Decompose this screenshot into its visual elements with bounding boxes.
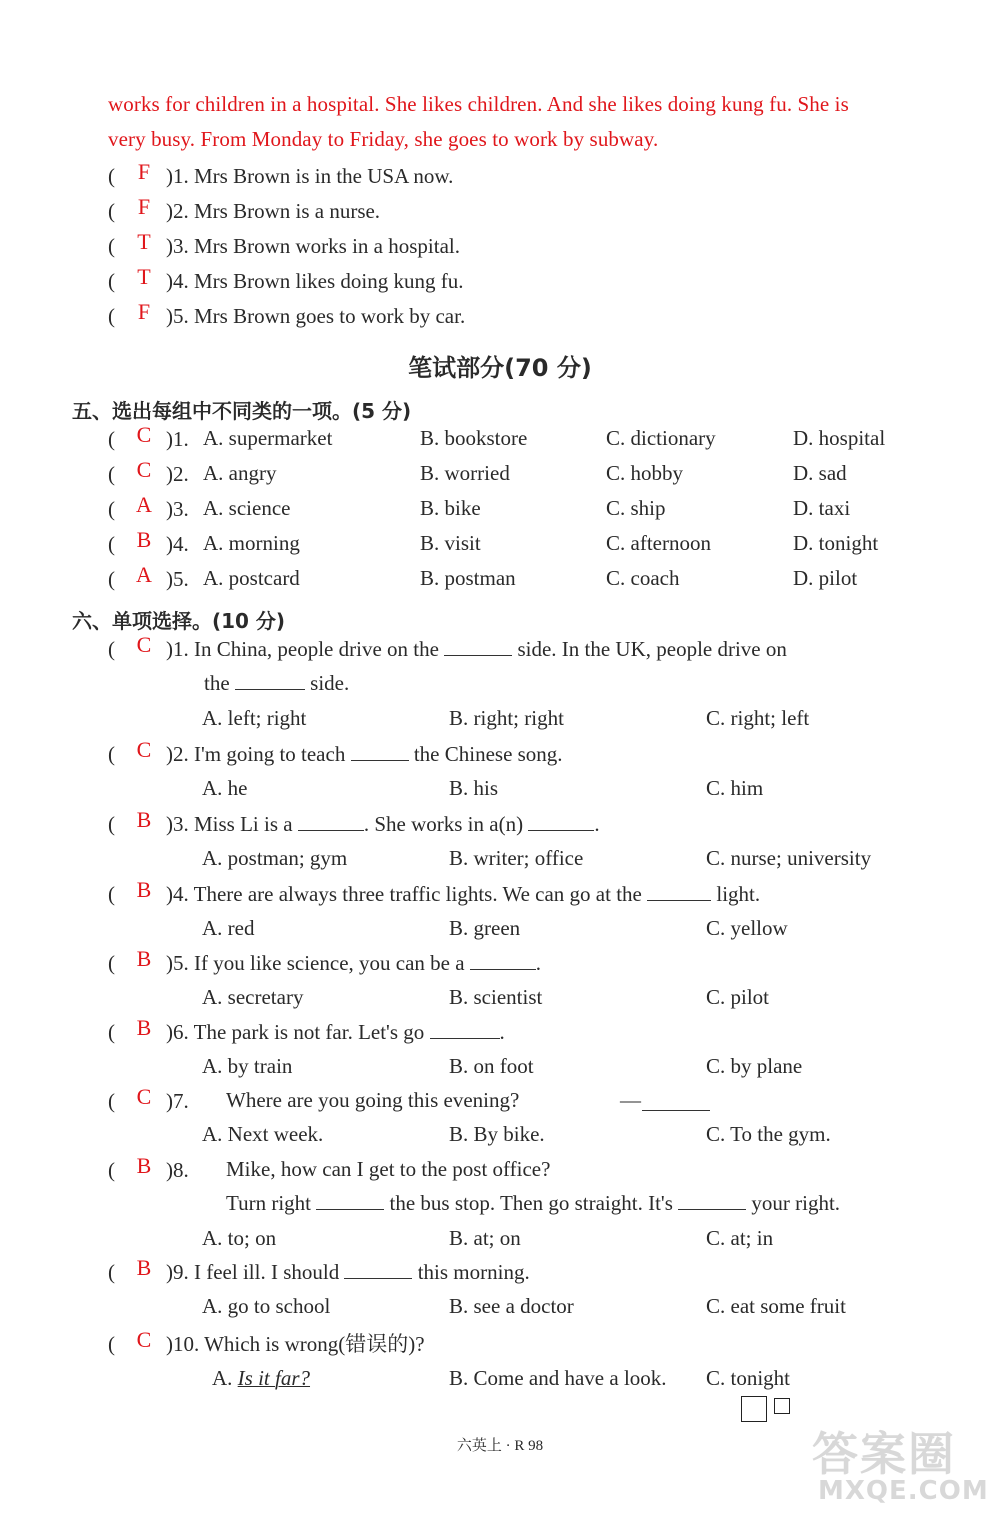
question-text: this morning.	[417, 1260, 530, 1284]
option-b: B. worried	[420, 461, 510, 485]
sec6-answer: C	[136, 737, 152, 762]
answer-blank	[444, 637, 512, 656]
sec6-q8-options	[0, 1226, 1000, 1256]
option-a: A. he	[202, 776, 248, 800]
option-b: B. scientist	[449, 985, 543, 1009]
sec6-answer: B	[136, 807, 152, 832]
question-text: the bus stop. Then go straight. It's	[389, 1191, 673, 1215]
question-text: )6. The park is not far. Let's go	[166, 1020, 425, 1044]
answer-blank	[316, 1191, 384, 1210]
sec6-answer: B	[136, 877, 152, 902]
sec5-item-2: ( C )2. A. angry B. worried C. hobby D. sad	[108, 457, 847, 486]
option-c: C. afternoon	[606, 531, 711, 555]
sec6-answer: C	[136, 632, 152, 657]
option-a: A. left; right	[202, 706, 307, 730]
watermark-logo: 答案圈	[812, 1427, 956, 1481]
sec5-item-5: ( A )5. A. postcard B. postman C. coach D. pilot	[108, 562, 858, 591]
question-text: Mike, how can I get to the post office?	[226, 1157, 551, 1181]
sec6-question-8-reply	[226, 1191, 840, 1221]
tf-item-2: ( F )2. Mrs Brown is a nurse.	[108, 194, 381, 223]
sec6-question-4: ( B )4. There are always three traffic lights. We can go at the light.	[108, 877, 761, 906]
sec6-question-5: ( B )5. If you like science, you can be a .	[108, 946, 542, 975]
tf-answer: T	[137, 229, 151, 254]
sec6-question-2: ( C )2. I'm going to teach the Chinese song.	[108, 737, 563, 766]
sec5-answer: A	[136, 562, 152, 587]
option-c: C. pilot	[706, 985, 770, 1009]
tf-item-3: ( T )3. Mrs Brown works in a hospital.	[108, 229, 460, 258]
option-a: A. morning	[203, 531, 300, 555]
sec5-item-3: ( A )3. A. science B. bike C. ship D. taxi	[108, 492, 851, 521]
option-text: Is it far?	[237, 1366, 311, 1390]
option-c: C. at; in	[706, 1226, 774, 1250]
option-text: tonight	[730, 1366, 791, 1390]
sec6-answer: C	[136, 1327, 152, 1352]
page-footer: 六英上 · R 98	[456, 1438, 544, 1454]
option-c: C. dictionary	[606, 426, 716, 450]
question-text: the	[204, 671, 230, 695]
option-label: C.	[706, 1366, 726, 1390]
sec6-question-7: ( C )7. Where are you going this evening? —	[108, 1088, 988, 1118]
sec5-num: )3.	[166, 497, 189, 521]
option-a: A. go to school	[202, 1294, 331, 1318]
option-c: C. yellow	[706, 916, 788, 940]
sec6-answer: C	[136, 1084, 152, 1109]
option-c: C. by plane	[706, 1054, 803, 1078]
option-a: A. red	[202, 916, 255, 940]
option-b: B. on foot	[449, 1054, 534, 1078]
sec6-q5-options	[0, 985, 1000, 1015]
sec5-num: )2.	[166, 462, 189, 486]
sec6-question-10: ( C )10. Which is wrong(错误的)?	[108, 1327, 425, 1356]
option-c: C. hobby	[606, 461, 684, 485]
section-6-title: 六、单项选择。(10 分)	[72, 609, 286, 633]
answer-blank	[351, 742, 409, 761]
question-text: side.	[310, 671, 350, 695]
sec5-answer: A	[136, 492, 152, 517]
dash-text: —	[620, 1088, 641, 1112]
sec5-num: )5.	[166, 567, 189, 591]
tf-text: )2. Mrs Brown is a nurse.	[166, 199, 381, 223]
sec6-q6-options	[0, 1054, 1000, 1084]
question-text: )7.	[166, 1089, 189, 1113]
sec5-item-4: ( B )4. A. morning B. visit C. afternoon D. tonight	[108, 527, 879, 556]
sec5-answer: B	[136, 527, 152, 552]
option-b: B. postman	[420, 566, 516, 590]
question-text: Where are you going this evening?	[226, 1088, 520, 1112]
question-text: light.	[716, 882, 761, 906]
option-c: C. right; left	[706, 706, 810, 730]
question-text: your right.	[751, 1191, 841, 1215]
option-b: B. visit	[420, 531, 481, 555]
question-text: )4. There are always three traffic lights. We can go at the	[166, 882, 642, 906]
answer-blank	[235, 671, 305, 690]
question-text: side. In the UK, people drive on	[517, 637, 787, 661]
option-c	[706, 1366, 790, 1391]
score-box-small	[774, 1398, 790, 1414]
option-d: D. tonight	[793, 531, 879, 555]
tf-item-4: ( T )4. Mrs Brown likes doing kung fu.	[108, 264, 464, 293]
option-b: B. writer; office	[449, 846, 584, 870]
sec6-question-3: ( B )3. Miss Li is a . She works in a(n) .	[108, 807, 600, 836]
question-text: the Chinese song.	[413, 742, 563, 766]
sec5-answer: C	[136, 457, 152, 482]
sec5-answer: C	[136, 422, 152, 447]
question-text: )5. If you like science, you can be a	[166, 951, 465, 975]
question-text: )1. In China, people drive on the	[166, 637, 439, 661]
option-c: C. ship	[606, 496, 666, 520]
written-section-heading: 笔试部分(70 分)	[408, 354, 592, 382]
option-b: B. at; on	[449, 1226, 521, 1250]
sec6-answer: B	[136, 1153, 152, 1178]
tf-answer: T	[137, 264, 151, 289]
question-text: . She works in a(n)	[363, 812, 524, 836]
question-text: )2. I'm going to teach	[166, 742, 346, 766]
answer-blank	[344, 1260, 412, 1279]
sec6-question-1-cont	[204, 671, 349, 701]
answer-blank	[678, 1191, 746, 1210]
question-text: .	[499, 1020, 505, 1044]
tf-item-5: ( F )5. Mrs Brown goes to work by car.	[108, 299, 466, 328]
passage-line-2: very busy. From Monday to Friday, she goes to work by subway.	[108, 127, 659, 151]
option-b: B. his	[449, 776, 499, 800]
option-d: D. hospital	[793, 426, 886, 450]
sec6-answer: B	[136, 946, 152, 971]
answer-blank	[430, 1020, 500, 1039]
sec6-question-8: ( B )8. Mike, how can I get to the post office?	[108, 1153, 551, 1182]
option-d: D. taxi	[793, 496, 851, 520]
option-label: A.	[212, 1366, 233, 1390]
tf-text: )1. Mrs Brown is in the USA now.	[166, 164, 454, 188]
option-a: A. secretary	[202, 985, 304, 1009]
sec5-num: )1.	[166, 427, 189, 451]
question-text: )10. Which is wrong(错误的)?	[166, 1332, 425, 1356]
sec6-q3-options	[0, 846, 1000, 876]
option-b: B. see a doctor	[449, 1294, 574, 1318]
option-b: B. Come and have a look.	[449, 1366, 667, 1390]
option-c: C. nurse; university	[706, 846, 872, 870]
question-text: )8.	[166, 1158, 189, 1182]
tf-answer: F	[137, 159, 151, 184]
answer-blank	[470, 951, 536, 970]
answer-blank	[298, 812, 364, 831]
section-5-title: 五、选出每组中不同类的一项。(5 分)	[72, 399, 412, 423]
answer-blank	[642, 1092, 710, 1111]
option-a: A. postman; gym	[202, 846, 348, 870]
sec6-question-1: ( C )1. In China, people drive on the side. In the UK, people drive on	[108, 632, 787, 661]
tf-answer: F	[137, 299, 151, 324]
sec5-item-1: ( C )1. A. supermarket B. bookstore C. dictionary D. hospital	[108, 422, 886, 451]
question-text: .	[535, 951, 542, 975]
option-c: C. To the gym.	[706, 1122, 831, 1146]
option-b: B. By bike.	[449, 1122, 545, 1146]
watermark-url: MXQE.COM	[818, 1476, 989, 1506]
question-text: .	[594, 812, 600, 836]
option-a: A. to; on	[202, 1226, 277, 1250]
tf-text: )4. Mrs Brown likes doing kung fu.	[166, 269, 464, 293]
option-a	[212, 1366, 310, 1391]
sec6-q2-options	[0, 776, 1000, 806]
option-b: B. green	[449, 916, 521, 940]
option-b: B. right; right	[449, 706, 564, 730]
score-box	[741, 1396, 767, 1422]
option-c: C. coach	[606, 566, 680, 590]
sec6-question-6: ( B )6. The park is not far. Let's go .	[108, 1015, 505, 1044]
option-a: A. Next week.	[202, 1122, 324, 1146]
sec6-q1-options	[0, 706, 1000, 736]
answer-blank	[528, 812, 594, 831]
tf-text: )3. Mrs Brown works in a hospital.	[166, 234, 460, 258]
sec6-answer: B	[136, 1255, 152, 1280]
tf-item-1: ( F )1. Mrs Brown is in the USA now.	[108, 159, 454, 188]
question-text: Turn right	[226, 1191, 311, 1215]
sec6-answer: B	[136, 1015, 152, 1040]
sec6-question-9: ( B )9. I feel ill. I should this morning.	[108, 1255, 530, 1284]
tf-answer: F	[137, 194, 151, 219]
option-a: A. postcard	[203, 566, 300, 590]
option-b: B. bookstore	[420, 426, 528, 450]
option-a: A. supermarket	[203, 426, 333, 450]
option-c: C. him	[706, 776, 764, 800]
option-a: A. science	[203, 496, 291, 520]
tf-text: )5. Mrs Brown goes to work by car.	[166, 304, 466, 328]
question-text: )3. Miss Li is a	[166, 812, 293, 836]
option-d: D. pilot	[793, 566, 858, 590]
option-a: A. by train	[202, 1054, 293, 1078]
sec5-num: )4.	[166, 532, 189, 556]
sec6-q4-options	[0, 916, 1000, 946]
option-d: D. sad	[793, 461, 847, 485]
answer-blank	[647, 882, 711, 901]
question-text: )9. I feel ill. I should	[166, 1260, 340, 1284]
option-b: B. bike	[420, 496, 481, 520]
sec6-q10-options	[0, 1366, 1000, 1396]
option-c: C. eat some fruit	[706, 1294, 846, 1318]
option-a: A. angry	[203, 461, 277, 485]
sec6-q9-options	[0, 1294, 1000, 1324]
sec6-q7-options	[0, 1122, 1000, 1152]
passage-line-1: works for children in a hospital. She likes children. And she likes doing kung fu. She is	[108, 92, 849, 116]
